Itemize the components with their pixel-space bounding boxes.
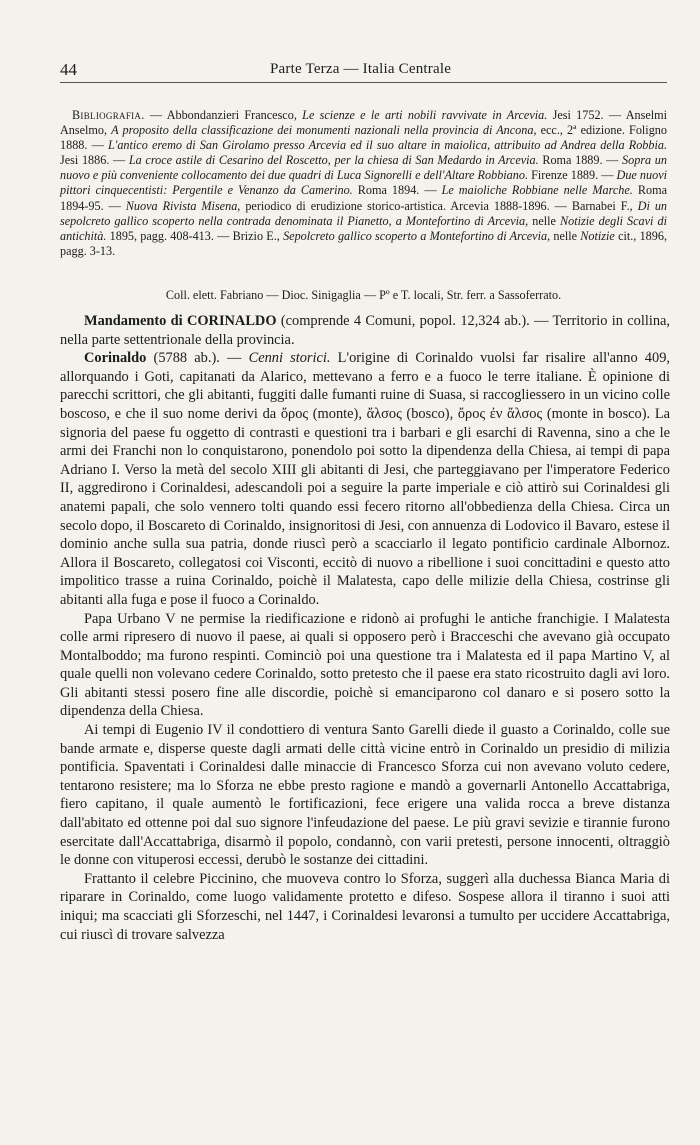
mandamento-heading: Mandamento di CORINALDO	[84, 313, 277, 329]
body-text	[60, 312, 670, 944]
running-title: Parte Terza — Italia Centrale	[270, 61, 452, 77]
bibliography-title: Sepolcreto gallico scoperto a Montefortino di Arcevia,	[283, 228, 551, 243]
bibliography-title: Nuova Rivista Misena,	[125, 198, 241, 213]
bibliography-label: Bibliografia.	[72, 108, 145, 122]
bibliography-text: Roma 1894-95. —	[60, 183, 667, 213]
paragraph-3: Ai tempi di Eugenio IV il condottiero di ventura Santo Garelli diede il guasto a Corinaldo, colle sue bande armate e, disperse queste dagli armati delle città vicine entrò in Corinaldo un presidio di milizia pontificia. Spaventati i Corinaldesi dalle minaccie di Francesco Sforza cui non avevano voluto cedere, tentarono resistere; ma lo Sforza ne ebbe presto ragione e mandò a governarli Antonello Accattabriga, fiero capitano, il quale aumentò le fortificazioni, fece erigere una valida rocca a breve distanza dall'abitato ed ottenne poi dal suo signore l'infeudazione del paese. Le più gravi sevizie e tirannie furono esercitate dall'Accattabriga, disarmò il popolo, condannò, con varii pretesti, persone innocenti, oltraggiò le donne con vituperosi eccessi, derubò le sostanze dei cittadini.	[60, 722, 670, 869]
bibliography-text: Roma 1894. —	[352, 183, 442, 198]
bibliography-text: periodico di erudizione storico-artistica. Arcevia 1888-1896. — Barnabei F.,	[240, 198, 638, 213]
paragraph-4: Frattanto il celebre Piccinino, che muoveva contro lo Sforza, suggerì alla duchessa Bianca Maria di riparare in Corinaldo, come luogo validamente protetto e difeso. Sospese allora il tiranno i suoi atti iniqui; ma scacciati gli Sforzeschi, nel 1447, i Corinaldesi levaronsi a tumulto per uccidere Accattabriga, cui riuscì di trovare salvezza	[60, 870, 670, 943]
bibliography-text: Roma 1889. —	[538, 153, 623, 168]
bibliography-text: cit., 1896, pagg. 3-13.	[60, 228, 667, 258]
mandamento-text: (comprende 4 Comuni, popol. 12,324 ab.). — Territorio in collina, nella parte settentrionale della provincia.	[60, 313, 671, 348]
bibliography-title: La croce astile di Cesarino del Roscetto, per la chiesa di San Medardo in Arcevia.	[128, 153, 539, 168]
bibliography-text: Jesi 1886. —	[60, 153, 129, 168]
bibliography-title: Due nuovi pittori cinquecentisti: Pergentile e Venanzo da Camerino.	[60, 168, 667, 198]
bibliography-title: Di un sepolcreto gallico scoperto nella contrada denominata il Pianetto, a Montefortino di Arcevia,	[60, 198, 668, 228]
bibliography-text: nelle	[550, 228, 581, 243]
paragraph-2: Papa Urbano V ne permise la riedificazione e ridonò ai profughi le antiche franchigie. I Malatesta colle armi ripresero di nuovo il paese, ai quali si opposero però i Bracceschi che avevano già occupato Montalboddo; ma furono respinti. Cominciò poi una questione tra i Malatesta ed il papa Martino V, al quale quelli non volevano cedere Corinaldo, sotto pretesto che il paese era stato ricostruito dagli avi loro. Gli abitanti stessi posero fine alle discordie, poichè si emanciparono col danaro e si posero sotto la dipendenza della Chiesa.	[60, 610, 670, 720]
paragraph-1-text: L'origine di Corinaldo vuolsi far risalire all'anno 409, allorquando i Goti, capitanati da Alarico, mettevano a ferro e a fuoco le terre italiane. È opinione di parecchi scrittori, che gli abitanti, fuggiti dalle fumanti ruine di Suasa, si raccogliessero in un vicino colle boscoso, e che il suo nome derivi da ὄρος (monte), ἄλσος (bosco), ὄρος ἐν ἄλσος (monte in bosco). La signoria del paese fu oggetto di contrasti e questioni tra i barbari e gli esarchi di Ravenna, sino a che le armi dei Franchi non lo conquistarono, ponendolo poi sotto la dipendenza della Chiesa, ai tempi di papa Adriano I. Verso la metà del secolo XIII gli abitanti di Jesi, che parteggiavano per l'imperatore Federico II, aggredirono i Corinaldesi, adescandoli poi a seguire la parte imperiale e ciò attirò sui Corinaldesi gli anatemi papali, che solo vennero tolti quando essi fecero ritorno all'obbedienza della Chiesa. Circa un secolo dopo, il Boscareto di Corinaldo, insignoritosi di Jesi, con annuenza di Lodovico il Bavaro, estese il dominio anche sulla sua patria, donde riuscì però a scacciarlo il legato pontificio cardinale Albornoz. Allora il Boscareto, collegatosi coi Visconti, eccitò di nuovo a ribellione i suoi concittadini e questo atto impolitico trasse a ruina Corinaldo, poichè il Malatesta, capo delle milizie della Chiesa, costrinse gli abitanti alla fuga e pose il fuoco a Corinaldo.	[60, 350, 670, 608]
bibliography-text: Jesi 1752. — Anselmi Anselmo,	[60, 108, 667, 138]
mandamento-paragraph	[60, 312, 670, 349]
cenni-storici: Cenni storici.	[248, 350, 331, 367]
header-rule	[60, 82, 667, 83]
bibliography-text: — Abbondanzieri Francesco,	[144, 108, 303, 122]
collegio-line: Coll. elett. Fabriano — Dioc. Sinigaglia — Pº e T. locali, Str. ferr. a Sassoferrato.	[165, 288, 562, 302]
bibliography-entries	[60, 108, 667, 258]
bibliography-text: 1895, pagg. 408-413. — Brizio E.,	[106, 228, 284, 243]
corinaldo-population: (5788 ab.). —	[146, 350, 249, 367]
bibliography-title: Le scienze e le arti nobili ravvivate in Arcevia.	[302, 108, 548, 122]
bibliography-text: nelle	[528, 213, 560, 228]
bibliography	[60, 108, 667, 259]
corinaldo-heading: Corinaldo	[84, 350, 147, 367]
bibliography-title: Sopra un nuovo e più conveniente collocamento dei due quadri di Luca Signorelli e dell'Altare Robbiano.	[60, 153, 667, 183]
bibliography-title: Le maioliche Robbiane nelle Marche.	[441, 183, 633, 198]
bibliography-title: Notizie	[580, 228, 615, 243]
bibliography-title: Notizie degli Scavi di antichità.	[60, 213, 667, 243]
paragraph-1	[60, 349, 670, 609]
bibliography-text: ecc., 2ª edizione. Foligno 1888. —	[60, 123, 667, 153]
bibliography-text: Firenze 1889. —	[528, 168, 617, 183]
page-number: 44	[60, 60, 77, 79]
bibliography-title: L'antico eremo di San Girolamo presso Arcevia ed il suo altare in maiolica, attribuito ad Andrea della Robbia.	[107, 138, 668, 153]
bibliography-title: A proposito della classificazione dei monumenti nazionali nella provincia di Ancona,	[111, 123, 537, 138]
